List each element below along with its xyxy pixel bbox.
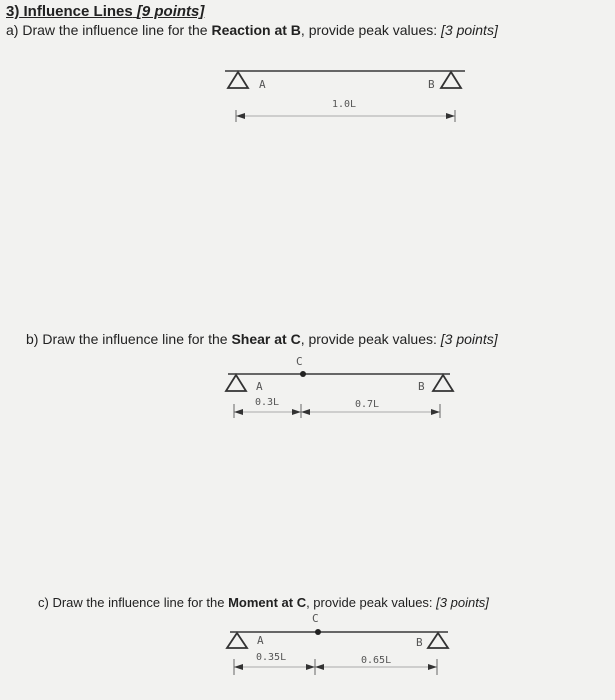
support-a-label: A <box>259 78 266 91</box>
beam-diagram-c <box>227 612 448 675</box>
question-points: [3 points] <box>441 22 498 38</box>
question-prefix: Draw the influence line for the <box>52 595 229 610</box>
pin-support-a-icon <box>228 72 248 88</box>
question-suffix: , provide peak values: <box>306 595 437 610</box>
support-a-label: A <box>256 380 263 393</box>
arrowhead-icon <box>315 664 324 670</box>
question-letter: b) <box>26 331 39 347</box>
beam-diagram-a <box>225 71 465 122</box>
dimension-label-2: 0.7L <box>355 399 380 410</box>
support-b-label: B <box>416 636 423 649</box>
beam-diagram-b <box>226 355 453 418</box>
question-letter: c) <box>38 595 49 610</box>
point-c-label: C <box>296 355 303 368</box>
dimension-label-1: 0.35L <box>256 652 287 663</box>
pin-support-a-icon <box>226 375 246 391</box>
arrowhead-right-icon <box>446 113 455 119</box>
arrowhead-icon <box>301 409 310 415</box>
pin-support-b-icon <box>428 633 448 648</box>
arrowhead-icon <box>306 664 315 670</box>
question-subject: Shear at C <box>231 331 301 347</box>
arrowhead-icon <box>428 664 437 670</box>
section-points: [9 points] <box>136 3 205 20</box>
pin-support-b-icon <box>433 375 453 391</box>
dimension-label-1: 0.3L <box>255 397 280 408</box>
question-prefix: Draw the influence line for the <box>42 331 232 347</box>
question-prefix: Draw the influence line for the <box>22 22 212 38</box>
question-suffix: , provide peak values: <box>300 22 442 38</box>
arrowhead-left-icon <box>236 113 245 119</box>
question-subject: Moment at C <box>228 595 307 610</box>
pin-support-b-icon <box>441 72 461 88</box>
dimension-label-1: 1.0L <box>332 99 357 110</box>
pin-support-a-icon <box>227 633 247 648</box>
support-b-label: B <box>428 78 435 91</box>
point-c-marker <box>300 371 306 377</box>
question-points: [3 points] <box>436 595 489 610</box>
arrowhead-icon <box>292 409 301 415</box>
question-letter: a) <box>6 22 19 38</box>
support-a-label: A <box>257 634 264 647</box>
support-b-label: B <box>418 380 425 393</box>
arrowhead-icon <box>234 664 243 670</box>
dimension-line <box>236 110 455 122</box>
question-points: [3 points] <box>440 331 498 347</box>
arrowhead-icon <box>431 409 440 415</box>
section-number: 3) <box>6 3 20 20</box>
arrowhead-icon <box>234 409 243 415</box>
section-title-text: Influence Lines <box>23 3 133 20</box>
question-suffix: , provide peak values: <box>300 331 441 347</box>
question-subject: Reaction at B <box>211 22 301 38</box>
point-c-label: C <box>312 612 319 625</box>
dimension-label-2: 0.65L <box>361 655 392 666</box>
point-c-marker <box>315 629 321 635</box>
